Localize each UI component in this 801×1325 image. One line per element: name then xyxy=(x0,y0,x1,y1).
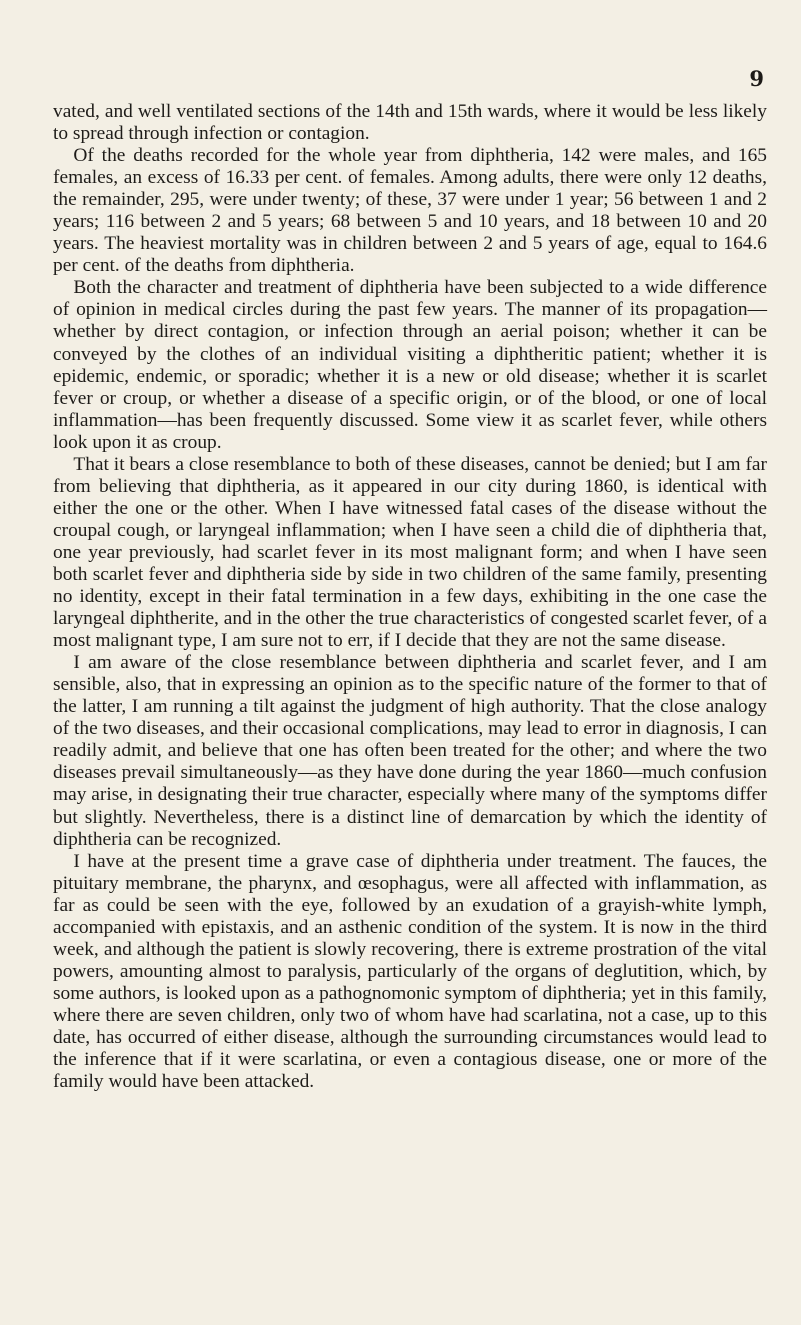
body-text xyxy=(53,101,767,1093)
paragraph-character-and-treatment: Both the character and treatment of diphtheria have been subjected to a wide difference of opinion in medical circles during the past few years. The manner of its propagation—whether by direct contagion, or infection through an aerial poison; whether it can be conveyed by the clothes of an individual visiting a diphtheritic patient; whether it is epidemic, endemic, or sporadic; whether it is a new or old disease; whether it is scarlet fever or croup, or whether a disease of a specific origin, or of the blood, or one of local inflammation—has been frequently discussed. Some view it as scarlet fever, while others look upon it as croup. xyxy=(53,277,767,453)
paragraph-differential-diagnosis: I am aware of the close resemblance between diphtheria and scarlet fever, and I am sensible, also, that in expressing an opinion as to the specific nature of the former to that of the latter, I am running a tilt against the judgment of high authority. That the close analogy of the two diseases, and their occasional complications, may lead to error in diagnosis, I can readily admit, and believe that one has often been treated for the other; and where the two diseases prevail simultaneously—as they have done during the year 1860—much confusion may arise, in designating their true character, especially where many of the symptoms differ but slightly. Nevertheless, there is a distinct line of demarcation by which the identity of diphtheria can be recognized. xyxy=(53,652,768,850)
paragraph-continuation: vated, and well ventilated sections of the 14th and 15th wards, where it would be less likely to spread through infection or contagion. xyxy=(53,101,767,145)
paragraph-resemblance: That it bears a close resemblance to both of these diseases, cannot be denied; but I am far from believing that diphtheria, as it appeared in our city during 1860, is identical with either the one or the other. When I have witnessed fatal cases of the disease without the croupal cough, or laryngeal inflammation; when I have seen a child die of diphtheria that, one year previously, had scarlet fever in its most malignant form; and when I have seen both scarlet fever and diphtheria side by side in two children of the same family, presenting no identity, except in their fatal termination in a few days, exhibiting in the one case the laryngeal diphtherite, and in the other the true characteristics of congested scarlet fever, of a most malignant type, I am sure not to err, if I decide that they are not the same disease. xyxy=(53,453,767,652)
page-number: 9 xyxy=(749,66,764,91)
paragraph-death-statistics: Of the deaths recorded for the whole year from diphtheria, 142 were males, and 165 females, an excess of 16.33 per cent. of females. Among adults, there were only 12 deaths, the remainder, 295, were under twenty; of these, 37 were under 1 year; 56 between 1 and 2 years; 116 between 2 and 5 years; 68 between 5 and 10 years, and 18 between 10 and 20 years. The heaviest mortality was in children between 2 and 5 years of age, equal to 164.6 per cent. of the deaths from diphtheria. xyxy=(53,145,767,277)
paragraph-case-report: I have at the present time a grave case of diphtheria under treatment. The fauces, the pituitary membrane, the pharynx, and œsophagus, were all affected with inflammation, as far as could be seen with the eye, followed by an exudation of a grayish-white lymph, accompanied with epistaxis, and an asthenic condition of the system. It is now in the third week, and although the patient is slowly recovering, there is extreme prostration of the vital powers, amounting almost to paralysis, particularly of the organs of deglutition, which, by some authors, is looked upon as a pathognomonic symptom of diphtheria; yet in this family, where there are seven children, only two of whom have had scarlatina, not a case, up to this date, has occurred of either disease, although the surrounding circumstances would lead to the inference that if it were scarlatina, or even a contagious disease, one or more of the family would have been attacked. xyxy=(53,850,767,1093)
